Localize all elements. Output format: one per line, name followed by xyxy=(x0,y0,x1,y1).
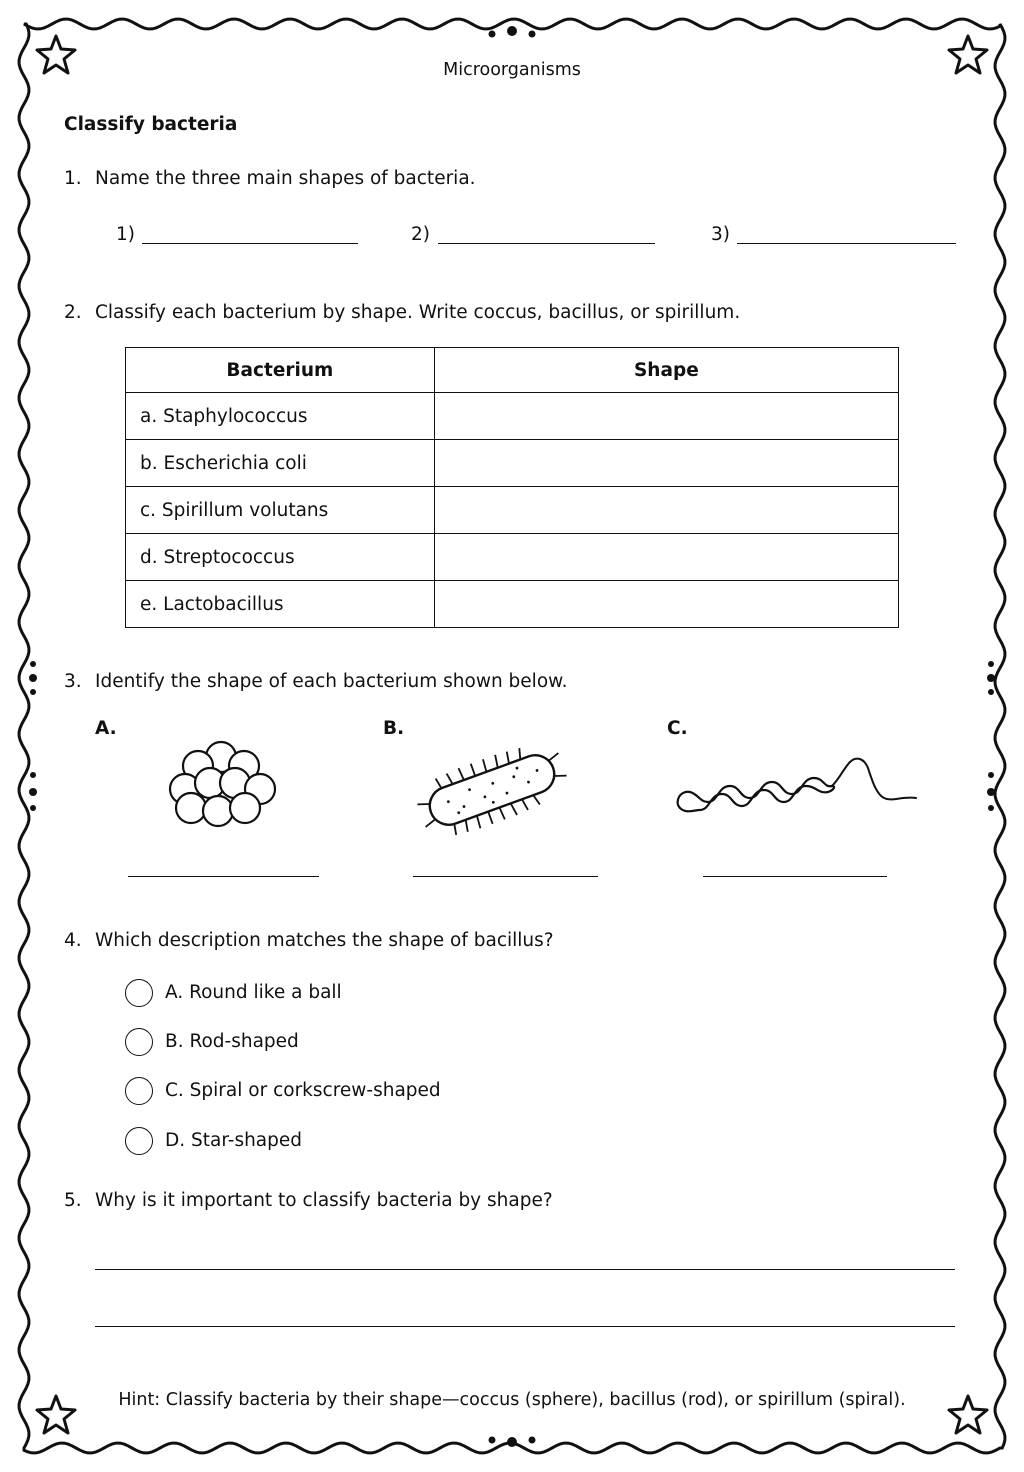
section-heading: Classify bacteria xyxy=(64,114,238,135)
item-label-c: C. xyxy=(667,718,688,739)
answer-blank-c[interactable] xyxy=(703,876,887,877)
bacterium-name: e. Lactobacillus xyxy=(126,581,435,628)
question-number: 4. xyxy=(64,930,82,951)
item-label-b: B. xyxy=(383,718,405,739)
hint-text: Hint: Classify bacteria by their shape—coccus (sphere), bacillus (rod), or spirillum (spiral). xyxy=(118,1390,906,1410)
shape-answer-cell[interactable] xyxy=(434,581,898,628)
answer-blank-1[interactable] xyxy=(142,243,358,244)
blank-label-2: 2) xyxy=(411,224,430,245)
table-row xyxy=(126,440,899,487)
question-4 xyxy=(64,930,554,951)
shape-answer-cell[interactable] xyxy=(434,393,898,440)
dots-ornament-left xyxy=(29,661,37,811)
answer-line-2[interactable] xyxy=(95,1326,955,1327)
blank-label-1: 1) xyxy=(116,224,135,245)
table-row xyxy=(126,487,899,534)
table-row xyxy=(126,534,899,581)
question-number: 1. xyxy=(64,168,82,189)
column-header-shape: Shape xyxy=(434,348,898,393)
answer-blank-2[interactable] xyxy=(438,243,655,244)
blank-label-3: 3) xyxy=(711,224,730,245)
bacterium-name: a. Staphylococcus xyxy=(126,393,435,440)
radio-option-d[interactable] xyxy=(125,1127,153,1155)
table-row xyxy=(126,581,899,628)
bacterium-name: d. Streptococcus xyxy=(126,534,435,581)
question-text: Identify the shape of each bacterium shown below. xyxy=(95,671,568,692)
radio-option-b[interactable] xyxy=(125,1028,153,1056)
question-3 xyxy=(64,671,567,692)
question-number: 3. xyxy=(64,671,82,692)
answer-blank-a[interactable] xyxy=(128,876,319,877)
shape-answer-cell[interactable] xyxy=(434,487,898,534)
question-2 xyxy=(64,302,740,323)
bacterium-name: c. Spirillum volutans xyxy=(126,487,435,534)
answer-blank-b[interactable] xyxy=(413,876,598,877)
option-label-d: D. Star-shaped xyxy=(165,1130,303,1151)
question-number: 5. xyxy=(64,1190,82,1211)
question-text: Why is it important to classify bacteria by shape? xyxy=(95,1190,553,1211)
question-number: 2. xyxy=(64,302,82,323)
bacterium-name: b. Escherichia coli xyxy=(126,440,435,487)
question-text: Name the three main shapes of bacteria. xyxy=(95,168,476,189)
page-title: Microorganisms xyxy=(443,60,581,80)
shape-answer-cell[interactable] xyxy=(434,534,898,581)
table-row xyxy=(126,393,899,440)
column-header-bacterium: Bacterium xyxy=(126,348,435,393)
option-label-c: C. Spiral or corkscrew-shaped xyxy=(165,1080,441,1101)
answer-blank-3[interactable] xyxy=(737,243,956,244)
answer-line-1[interactable] xyxy=(95,1269,955,1270)
question-1 xyxy=(64,168,476,189)
question-5 xyxy=(64,1190,553,1211)
bacillus-rod-illustration xyxy=(405,738,580,843)
table-header-row xyxy=(126,348,899,393)
radio-option-c[interactable] xyxy=(125,1077,153,1105)
option-label-a: A. Round like a ball xyxy=(165,982,342,1003)
radio-option-a[interactable] xyxy=(125,979,153,1007)
spirillum-illustration xyxy=(668,748,923,828)
question-text: Which description matches the shape of bacillus? xyxy=(95,930,554,951)
dots-ornament-bottom xyxy=(489,1437,536,1448)
classification-table xyxy=(125,347,899,628)
question-text: Classify each bacterium by shape. Write coccus, bacillus, or spirillum. xyxy=(95,302,741,323)
coccus-cluster-illustration xyxy=(160,735,290,835)
item-label-a: A. xyxy=(95,718,117,739)
option-label-b: B. Rod-shaped xyxy=(165,1031,299,1052)
shape-answer-cell[interactable] xyxy=(434,440,898,487)
